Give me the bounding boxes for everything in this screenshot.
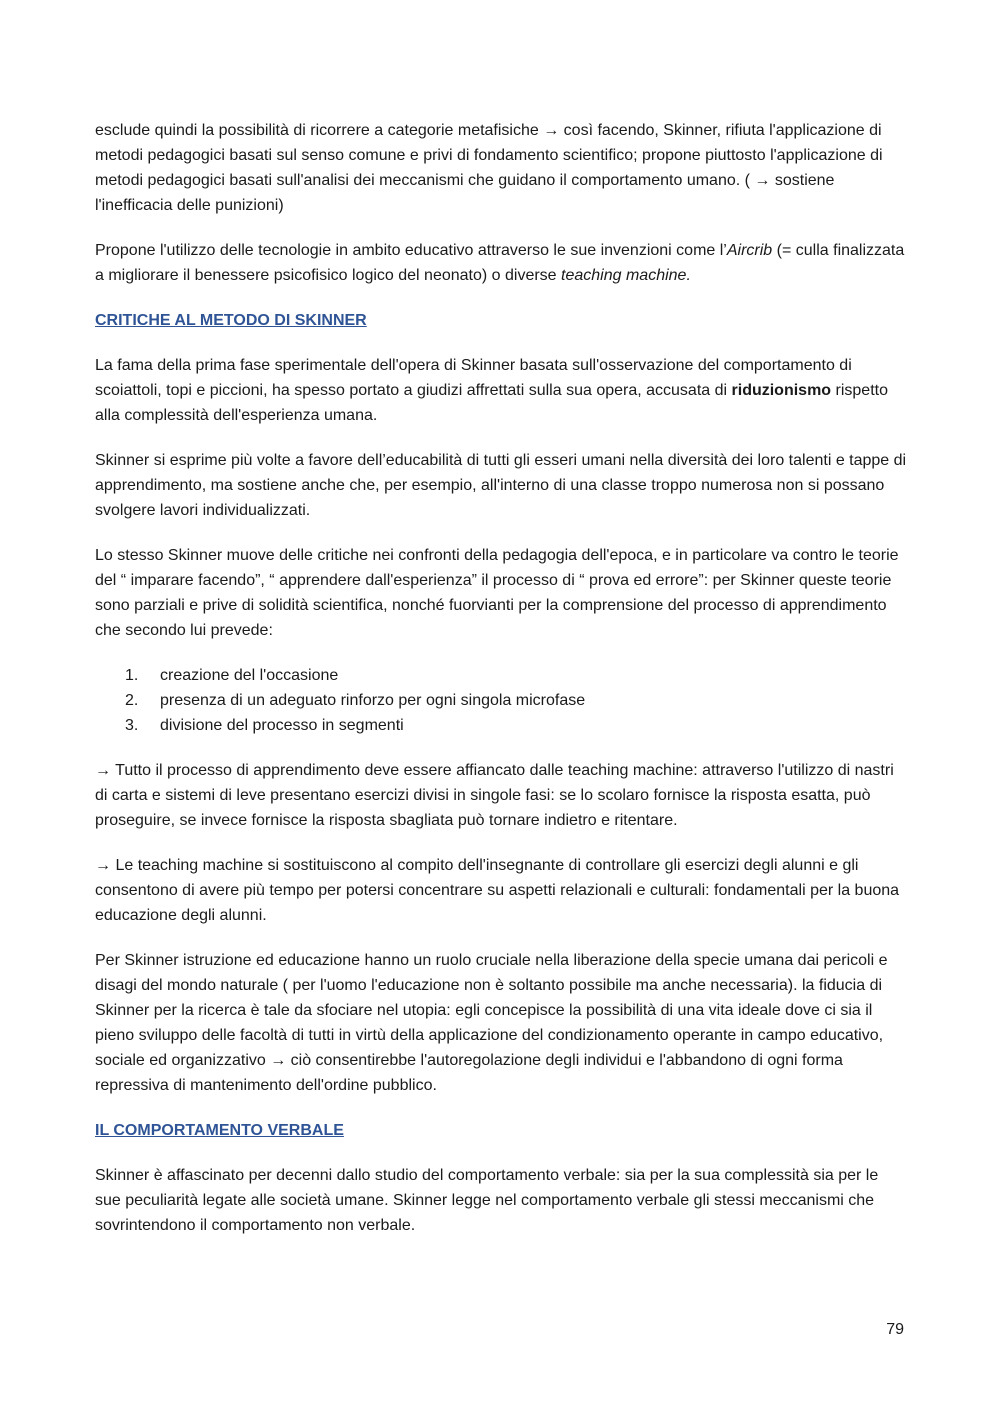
list-item-number: 3. bbox=[125, 717, 139, 734]
paragraph-critiche-pedagogia: Lo stesso Skinner muove delle critiche nei confronti della pedagogia dell'epoca, e in particolare va contro le teorie del “ imparare facendo”, “ apprendere dall'esperienza” il processo di “ prova ed errore”: per Skinner queste teorie sono parziali e prive di solidità scientifica, nonché fuorvianti per la comprensione del processo di apprendimento che secondo lui prevede: bbox=[95, 547, 899, 639]
paragraph-fama bbox=[95, 353, 907, 428]
paragraph-tecnologie-middle: (= culla finalizzata a migliorare il benessere psicofisico logico del neonato) o diverse bbox=[95, 242, 905, 284]
paragraph-teaching-machine-insegnante: → Le teaching machine si sostituiscono al compito dell'insegnante di controllare gli esercizi degli alunni e gli consentono di avere più tempo per potersi concentrare su aspetti relazionali e culturali: fondamentali per la buona educazione degli alunni. bbox=[95, 857, 900, 924]
document-body bbox=[95, 118, 907, 1258]
page-number: 79 bbox=[886, 1321, 904, 1338]
paragraph-comportamento-verbale: Skinner è affascinato per decenni dallo studio del comportamento verbale: sia per la sua complessità sia per le sue peculiarità legate alle società umane. Skinner legge nel comportamento verbale gli stessi meccanismi che sovrintendono il comportamento non verbale. bbox=[95, 1167, 879, 1234]
riduzionismo-term: riduzionismo bbox=[731, 382, 832, 399]
paragraph-educabilita: Skinner si esprime più volte a favore dell’educabilità di tutti gli esseri umani nella diversità dei loro talenti e tappe di apprendimento, ma sostiene anche che, per esempio, all'interno di una classe troppo numerosa non si possano svolgere lavori individualizzati. bbox=[95, 452, 907, 519]
paragraph-fama-after: rispetto alla complessità dell'esperienza umana. bbox=[95, 382, 888, 424]
section-heading-critiche: CRITICHE AL METODO DI SKINNER bbox=[95, 312, 367, 329]
list-item-text: presenza di un adeguato rinforzo per ogni singola microfase bbox=[160, 692, 586, 709]
teaching-machine-term: teaching machine. bbox=[561, 267, 691, 284]
paragraph-tecnologie-text: Propone l'utilizzo delle tecnologie in ambito educativo attraverso le sue invenzioni come l’ bbox=[95, 242, 727, 259]
list-item bbox=[95, 713, 907, 738]
numbered-list bbox=[95, 663, 907, 738]
list-item-number: 1. bbox=[125, 667, 139, 684]
paragraph-metafisiche: esclude quindi la possibilità di ricorrere a categorie metafisiche → così facendo, Skinner, rifiuta l'applicazione di metodi pedagogici basati sul senso comune e privi di fondamento scientifico; propone piuttosto l'applicazione di metodi pedagogici basati sull'analisi dei meccanismi che guidano il comportamento umano. ( → sostiene l'inefficacia delle punizioni) bbox=[95, 122, 883, 214]
paragraph-tecnologie bbox=[95, 238, 907, 288]
paragraph-teaching-machine-processo: → Tutto il processo di apprendimento deve essere affiancato dalle teaching machine: attraverso l'utilizzo di nastri di carta e sistemi di leve presentano esercizi divisi in singole fasi: se lo scolaro fornisce la risposta esatta, può proseguire, se invece fornisce la risposta sbagliata può tornare indietro e ritentare. bbox=[95, 762, 894, 829]
paragraph-fama-text: La fama della prima fase sperimentale dell'opera di Skinner basata sull'osservazione del comportamento di scoiattoli, topi e piccioni, ha spesso portato a giudizi affrettati sulla sua opera, accusata di bbox=[95, 357, 852, 399]
list-item bbox=[95, 663, 907, 688]
aircrib-term: Aircrib bbox=[726, 242, 773, 259]
list-item bbox=[95, 688, 907, 713]
list-item-text: divisione del processo in segmenti bbox=[160, 717, 404, 734]
list-item-number: 2. bbox=[125, 692, 139, 709]
list-item-text: creazione del l'occasione bbox=[160, 667, 339, 684]
paragraph-istruzione-educazione: Per Skinner istruzione ed educazione hanno un ruolo cruciale nella liberazione della specie umana dai pericoli e disagi del mondo naturale ( per l'uomo l'educazione non è soltanto possibile ma anche necessaria). la fiducia di Skinner per la ricerca è tale da sfociare nel utopia: egli concepisce la possibilità di una vita ideale dove ci sia il pieno sviluppo delle facoltà di tutti in virtù della applicazione del condizionamento operante in campo educativo, sociale ed organizzativo → ciò consentirebbe l'autoregolazione degli individui e l'abbandono di ogni forma repressiva di mantenimento dell'ordine pubblico. bbox=[95, 952, 888, 1094]
section-heading-comportamento-verbale: IL COMPORTAMENTO VERBALE bbox=[95, 1122, 344, 1139]
